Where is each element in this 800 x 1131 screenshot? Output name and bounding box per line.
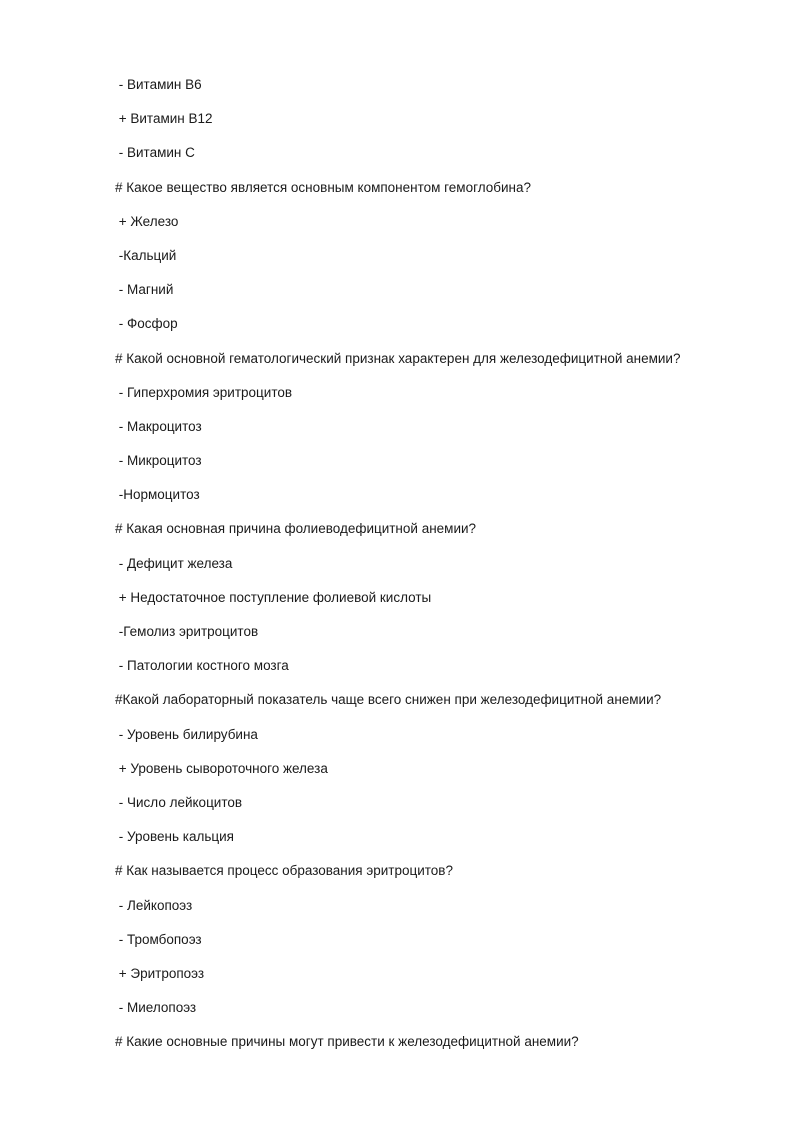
answer-option: - Гиперхромия эритроцитов <box>115 384 293 400</box>
question-text: # Какая основная причина фолиеводефицитной анемии? <box>115 521 477 537</box>
question-text: # Какие основные причины могут привести к железодефицитной анемии? <box>115 1034 579 1050</box>
question-text: # Какое вещество является основным компонентом гемоглобина? <box>115 179 531 195</box>
answer-option: - Витамин С <box>115 145 195 161</box>
answer-option: + Уровень сывороточного железа <box>115 760 328 776</box>
question-text: # Как называется процесс образования эритроцитов? <box>115 863 453 879</box>
answer-option: - Миелопоэз <box>115 1000 197 1016</box>
answer-option: - Микроцитоз <box>115 453 202 469</box>
answer-option: + Недостаточное поступление фолиевой кислоты <box>115 589 432 605</box>
answer-option: - Число лейкоцитов <box>115 794 243 810</box>
answer-option: -Кальций <box>115 247 177 263</box>
answer-option: - Макроцитоз <box>115 418 202 434</box>
answer-option: - Уровень кальция <box>115 829 234 845</box>
answer-option: -Нормоцитоз <box>115 487 200 503</box>
answer-option: - Уровень билирубина <box>115 726 258 742</box>
answer-option: - Патологии костного мозга <box>115 658 289 674</box>
answer-option: - Дефицит железа <box>115 555 233 571</box>
answer-option: -Гемолиз эритроцитов <box>115 624 259 639</box>
answer-option: - Витамин B6 <box>115 77 202 92</box>
answer-option: - Фосфор <box>115 316 178 332</box>
answer-option: - Лейкопоэз <box>115 897 193 913</box>
question-text: #Какой лабораторный показатель чаще всего снижен при железодефицитной анемии? <box>115 692 662 708</box>
answer-option: + Железо <box>115 213 179 229</box>
answer-option: - Тромбопоэз <box>115 931 202 947</box>
question-text: # Какой основной гематологический признак характерен для железодефицитной анемии? <box>115 350 681 366</box>
answer-option: + Витамин B12 <box>115 111 213 127</box>
document-body <box>115 74 755 1065</box>
answer-option: - Магний <box>115 282 174 298</box>
answer-option: + Эритропоэз <box>115 965 205 981</box>
